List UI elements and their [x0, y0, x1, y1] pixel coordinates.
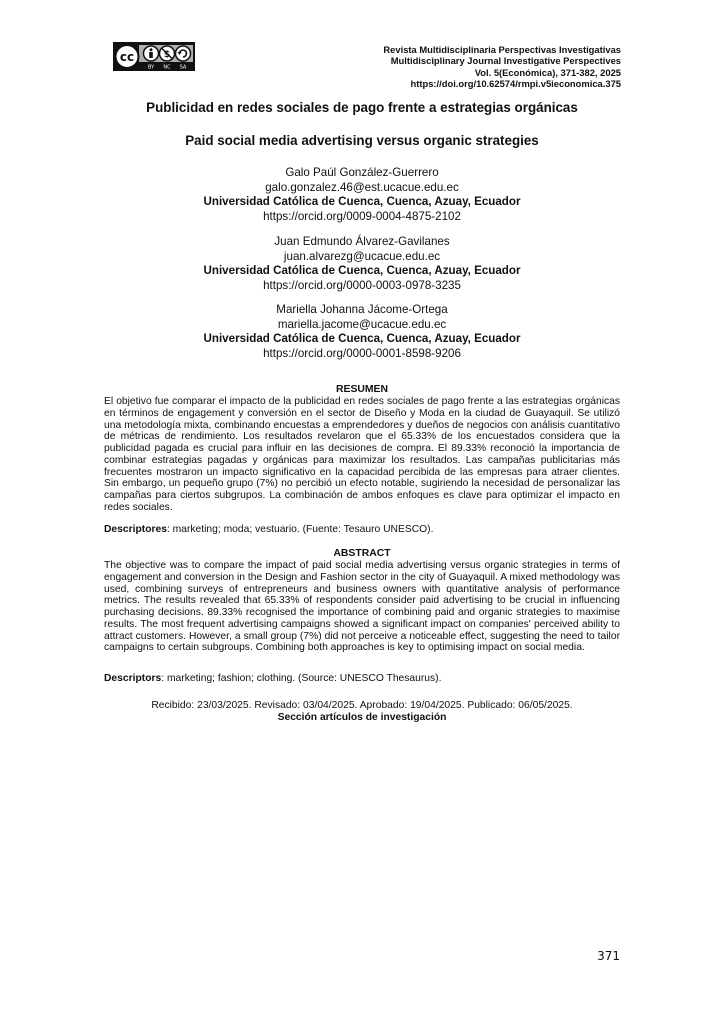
journal-name-es: Revista Multidisciplinaria Perspectivas Investigativas — [383, 44, 621, 55]
keywords-text: : marketing; moda; vestuario. (Fuente: Tesauro UNESCO). — [166, 524, 434, 535]
svg-text:$: $ — [163, 50, 171, 61]
resumen-keywords — [104, 524, 620, 536]
author-orcid[interactable]: https://orcid.org/0000-0001-8598-9206 — [263, 346, 461, 360]
keywords-label: Descriptores — [104, 524, 167, 535]
abstract-body: The objective was to compare the impact of paid social media advertising versus organic strategies in terms of engagement and conversion in the Design and Fashion sector in the city of Guayaquil. A mixed methodology was used, combining surveys of entrepreneurs and business owners with quantitative analysis of performance metrics. The results revealed that 65.33% of respondents consider paid advertising to be crucial in influencing purchasing decisions. 89.33% recognised the importance of combining paid and organic strategies to maximise results. The most frequent advertising campaigns showed a significant impact on companies' perceived ability to attract customers. However, a small group (7%) did not perceive a noticeable effect, suggesting the need to tailor campaigns to certain subgroups. Combining both approaches is key to optimising impact on social media. — [104, 560, 620, 654]
publication-dates: Recibido: 23/03/2025. Revisado: 03/04/2025. Aprobado: 19/04/2025. Publicado: 06/05/2025. — [151, 700, 573, 711]
journal-volume: Vol. 5(Económica), 371-382, 2025 — [474, 66, 621, 78]
cc-by-nc-sa-icon — [113, 42, 195, 71]
author-email[interactable]: galo.gonzalez.46@est.ucacue.edu.ec — [265, 180, 459, 194]
sa-term: SA — [179, 64, 187, 71]
by-term: BY — [147, 64, 155, 71]
abstract-heading: ABSTRACT — [333, 548, 391, 559]
cc-text: cc — [119, 50, 135, 64]
author-block — [0, 303, 724, 361]
author-affiliation: Universidad Católica de Cuenca, Cuenca, Azuay, Ecuador — [203, 264, 521, 277]
author-orcid[interactable]: https://orcid.org/0009-0004-4875-2102 — [263, 209, 461, 223]
author-email[interactable]: juan.alvarezg@ucacue.edu.ec — [283, 249, 441, 263]
keywords-label: Descriptors — [104, 673, 162, 684]
journal-name-en: Multidisciplinary Journal Investigative Perspectives — [390, 55, 621, 67]
journal-doi[interactable]: https://doi.org/10.62574/rmpi.v5ieconomica.375 — [410, 78, 621, 90]
author-email[interactable]: mariella.jacome@ucacue.edu.ec — [277, 317, 447, 331]
page-number: 371 — [597, 949, 620, 963]
keywords-text: : marketing; fashion; clothing. (Source: UNESCO Thesaurus). — [161, 673, 442, 684]
resumen-body: El objetivo fue comparar el impacto de la publicidad en redes sociales de pago frente a las estrategias orgánicas en términos de engagement y conversión en el sector de Diseño y Moda en la ciudad de Guayaquil. Se utilizó una metodología mixta, combinando encuestas a emprendedores y dueños de negocios con análisis cuantitativo de métricas de rendimiento. Los resultados revelaron que el 65.33% de los encuestados considera que la publicidad pagada es crucial para influir en las decisiones de compra. El 89.33% reconoció la importancia de combinar estrategias pagadas y orgánicas para maximizar los resultados. Las campañas publicitarias más frecuentes mostraron un impacto significativo en la capacidad percibida de las empresas para atraer clientes. Sin embargo, un pequeño grupo (7%) no percibió un efecto notable, sugiriendo la necesidad de personalizar las campañas para ciertos subgrupos. La combinación de ambos enfoques es clave para optimizar el impacto en redes sociales. — [104, 396, 620, 513]
author-orcid[interactable]: https://orcid.org/0000-0003-0978-3235 — [263, 278, 461, 292]
title-spanish: Publicidad en redes sociales de pago frente a estrategias orgánicas — [146, 100, 578, 115]
author-name: Mariella Johanna Jácome-Ortega — [276, 303, 448, 316]
journal-header — [383, 44, 621, 90]
abstract-keywords — [104, 673, 620, 685]
nc-term: NC — [163, 64, 171, 71]
title-english: Paid social media advertising versus organic strategies — [185, 133, 539, 148]
cc-license-badge — [113, 42, 195, 71]
resumen-heading: RESUMEN — [336, 384, 388, 395]
author-name: Juan Edmundo Álvarez-Gavilanes — [274, 235, 450, 248]
author-affiliation: Universidad Católica de Cuenca, Cuenca, Azuay, Ecuador — [203, 332, 521, 345]
author-block — [0, 166, 724, 224]
author-block — [0, 235, 724, 293]
author-name: Galo Paúl González-Guerrero — [285, 166, 439, 179]
section-label: Sección artículos de investigación — [277, 712, 447, 723]
author-affiliation: Universidad Católica de Cuenca, Cuenca, Azuay, Ecuador — [203, 195, 521, 208]
